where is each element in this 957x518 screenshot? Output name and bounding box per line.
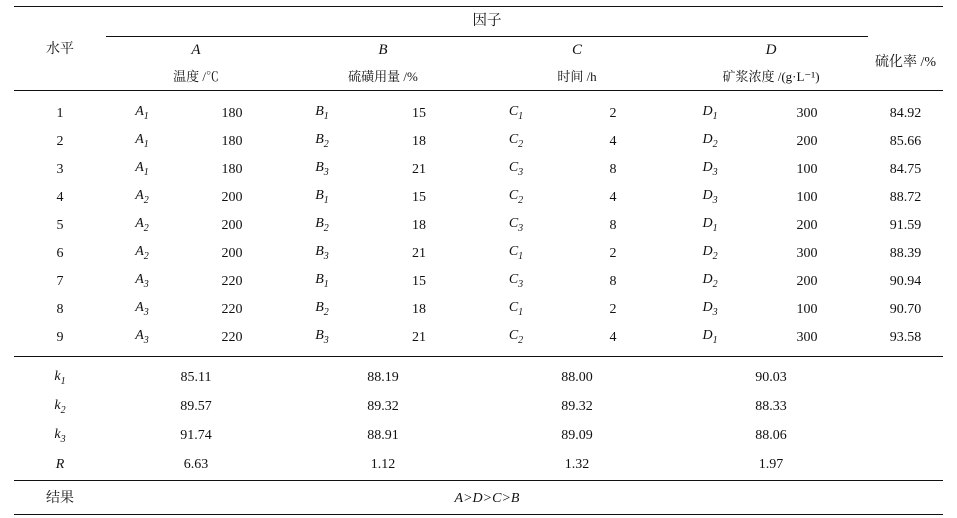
table-row <box>14 156 943 184</box>
cell-level-value: 200 <box>796 133 818 149</box>
cell-level-value: 200 <box>221 217 243 233</box>
cell-level-value: 21 <box>412 161 426 177</box>
cell-level-value: 220 <box>221 301 243 317</box>
cell-level-value: 8 <box>609 217 617 233</box>
cell-level-symbol: $D_3$ <box>702 188 718 206</box>
cell-level-symbol: $B_1$ <box>315 188 329 206</box>
row-number: 5 <box>56 217 64 233</box>
stats-blank <box>868 393 943 422</box>
stats-blank <box>868 451 943 481</box>
cell-level-symbol: $B_2$ <box>315 132 329 150</box>
cell-level-value: 200 <box>796 217 818 233</box>
cell-level-value: 200 <box>221 245 243 261</box>
cell-level-symbol: $A_1$ <box>135 160 149 178</box>
cell-level-value: 2 <box>609 105 617 121</box>
cell-level-symbol: $C_3$ <box>508 160 524 178</box>
header-unit-c: 时间 /h <box>557 69 597 85</box>
row-number: 4 <box>56 189 64 205</box>
header-factor-group-row <box>14 10 943 36</box>
row-number: 9 <box>56 329 64 345</box>
stats-row <box>14 422 943 451</box>
stats-value: 85.11 <box>180 370 212 385</box>
stats-value: 91.74 <box>180 428 212 443</box>
stats-value: 89.32 <box>561 399 593 414</box>
cell-level-value: 4 <box>609 133 617 149</box>
cell-level-value: 2 <box>609 301 617 317</box>
header-symbol-d: D <box>765 41 777 58</box>
stats-label: $k_3$ <box>54 426 66 445</box>
table-row <box>14 324 943 352</box>
header-blank-right <box>868 10 943 36</box>
table-row <box>14 212 943 240</box>
cell-level-value: 18 <box>412 301 426 317</box>
cell-level-symbol: $B_3$ <box>315 244 329 262</box>
stats-blank <box>868 422 943 451</box>
cell-level-value: 15 <box>412 273 426 289</box>
cell-level-value: 180 <box>221 105 243 121</box>
table-row <box>14 128 943 156</box>
header-unit-blank <box>14 64 106 90</box>
header-unit-d: 矿浆浓度 /(g·L⁻¹) <box>722 69 820 85</box>
footer-value: A>D>C>B <box>454 490 520 506</box>
row-number: 1 <box>56 105 64 121</box>
cell-level-value: 2 <box>609 245 617 261</box>
cell-result: 88.39 <box>889 245 922 261</box>
header-symbol-row <box>14 36 943 64</box>
cell-level-symbol: $A_1$ <box>135 132 149 150</box>
cell-level-value: 15 <box>412 105 426 121</box>
cell-level-value: 220 <box>221 273 243 289</box>
stats-value: 90.03 <box>755 370 787 385</box>
cell-level-symbol: $C_1$ <box>508 300 524 318</box>
stats-blank <box>868 364 943 393</box>
stats-row <box>14 364 943 393</box>
stats-value: 1.32 <box>564 457 590 472</box>
table-row <box>14 268 943 296</box>
cell-level-value: 8 <box>609 273 617 289</box>
cell-level-value: 200 <box>796 273 818 289</box>
table-row <box>14 240 943 268</box>
stats-label: $k_2$ <box>54 397 66 416</box>
cell-level-value: 300 <box>796 329 818 345</box>
header-unit-row <box>14 64 943 90</box>
stats-label: R <box>55 457 65 472</box>
cell-level-value: 21 <box>412 245 426 261</box>
rule-bottom <box>14 514 943 518</box>
stats-value: 1.97 <box>758 457 784 472</box>
cell-level-value: 100 <box>796 301 818 317</box>
cell-level-symbol: $C_3$ <box>508 272 524 290</box>
row-number: 8 <box>56 301 64 317</box>
cell-level-symbol: $D_2$ <box>702 272 718 290</box>
table-row <box>14 100 943 128</box>
cell-level-symbol: $A_3$ <box>135 272 149 290</box>
cell-level-symbol: $B_2$ <box>315 300 329 318</box>
footer-result-row <box>14 484 943 515</box>
cell-level-value: 100 <box>796 161 818 177</box>
cell-result: 91.59 <box>889 217 922 233</box>
cell-result: 93.58 <box>889 329 922 345</box>
cell-level-symbol: $B_1$ <box>315 104 329 122</box>
footer-blank <box>868 484 943 515</box>
cell-level-symbol: $C_2$ <box>508 328 524 346</box>
stats-row <box>14 393 943 422</box>
cell-result: 90.94 <box>889 273 922 289</box>
cell-level-value: 200 <box>221 189 243 205</box>
stats-row <box>14 451 943 481</box>
stats-value: 89.32 <box>367 399 399 414</box>
stats-value: 89.09 <box>561 428 593 443</box>
cell-level-symbol: $B_2$ <box>315 216 329 234</box>
cell-level-symbol: $A_2$ <box>135 188 149 206</box>
header-unit-b: 硫磺用量 /% <box>348 69 418 85</box>
cell-level-symbol: $A_3$ <box>135 328 149 346</box>
cell-level-symbol: $C_2$ <box>508 132 524 150</box>
cell-level-value: 220 <box>221 329 243 345</box>
cell-level-symbol: $D_3$ <box>702 160 718 178</box>
header-result-column: 硫化率 /% <box>874 54 937 70</box>
cell-level-value: 300 <box>796 245 818 261</box>
cell-level-symbol: $C_3$ <box>508 216 524 234</box>
header-blank-left <box>14 10 106 36</box>
cell-level-symbol: $B_1$ <box>315 272 329 290</box>
stats-label: $k_1$ <box>54 368 66 387</box>
cell-level-symbol: $A_2$ <box>135 216 149 234</box>
cell-result: 90.70 <box>889 301 922 317</box>
stats-value: 88.91 <box>367 428 399 443</box>
row-number: 2 <box>56 133 64 149</box>
cell-level-symbol: $C_1$ <box>508 244 524 262</box>
cell-level-value: 18 <box>412 133 426 149</box>
cell-result: 88.72 <box>889 189 922 205</box>
header-symbol-c: C <box>571 41 582 58</box>
cell-level-symbol: $C_1$ <box>508 104 524 122</box>
cell-level-value: 180 <box>221 161 243 177</box>
footer-label: 结果 <box>46 490 74 506</box>
table-stats-body <box>14 364 943 481</box>
row-number: 7 <box>56 273 64 289</box>
cell-level-symbol: $A_2$ <box>135 244 149 262</box>
table-data-body <box>14 100 943 352</box>
cell-result: 85.66 <box>889 133 922 149</box>
stats-value: 88.00 <box>561 370 593 385</box>
cell-level-value: 8 <box>609 161 617 177</box>
table-row <box>14 296 943 324</box>
cell-level-symbol: $D_2$ <box>702 244 718 262</box>
cell-level-value: 180 <box>221 133 243 149</box>
cell-level-symbol: $D_1$ <box>702 328 718 346</box>
cell-level-value: 18 <box>412 217 426 233</box>
cell-level-value: 100 <box>796 189 818 205</box>
cell-level-symbol: $D_3$ <box>702 300 718 318</box>
orthogonal-experiment-table <box>14 6 943 518</box>
cell-level-value: 300 <box>796 105 818 121</box>
header-unit-a: 温度 /℃ <box>173 69 219 85</box>
cell-result: 84.75 <box>889 161 922 177</box>
cell-level-symbol: $A_3$ <box>135 300 149 318</box>
stats-value: 89.57 <box>180 399 212 414</box>
header-symbol-b: B <box>378 41 388 58</box>
header-symbol-a: A <box>191 41 201 58</box>
stats-value: 88.06 <box>755 428 787 443</box>
header-level-label: 水平 <box>46 42 74 57</box>
header-factor-group: 因子 <box>106 10 868 36</box>
cell-level-symbol: $D_2$ <box>702 132 718 150</box>
cell-level-symbol: $B_3$ <box>315 160 329 178</box>
cell-level-value: 15 <box>412 189 426 205</box>
cell-level-symbol: $A_1$ <box>135 104 149 122</box>
stats-value: 1.12 <box>370 457 396 472</box>
cell-level-value: 4 <box>609 189 617 205</box>
stats-value: 88.33 <box>755 399 787 414</box>
cell-result: 84.92 <box>889 105 922 121</box>
row-number: 6 <box>56 245 64 261</box>
cell-level-symbol: $C_2$ <box>508 188 524 206</box>
table-row <box>14 184 943 212</box>
stats-value: 6.63 <box>183 457 209 472</box>
cell-level-value: 4 <box>609 329 617 345</box>
cell-level-symbol: $D_1$ <box>702 104 718 122</box>
cell-level-symbol: $B_3$ <box>315 328 329 346</box>
cell-level-symbol: $D_1$ <box>702 216 718 234</box>
row-number: 3 <box>56 161 64 177</box>
cell-level-value: 21 <box>412 329 426 345</box>
stats-value: 88.19 <box>367 370 399 385</box>
